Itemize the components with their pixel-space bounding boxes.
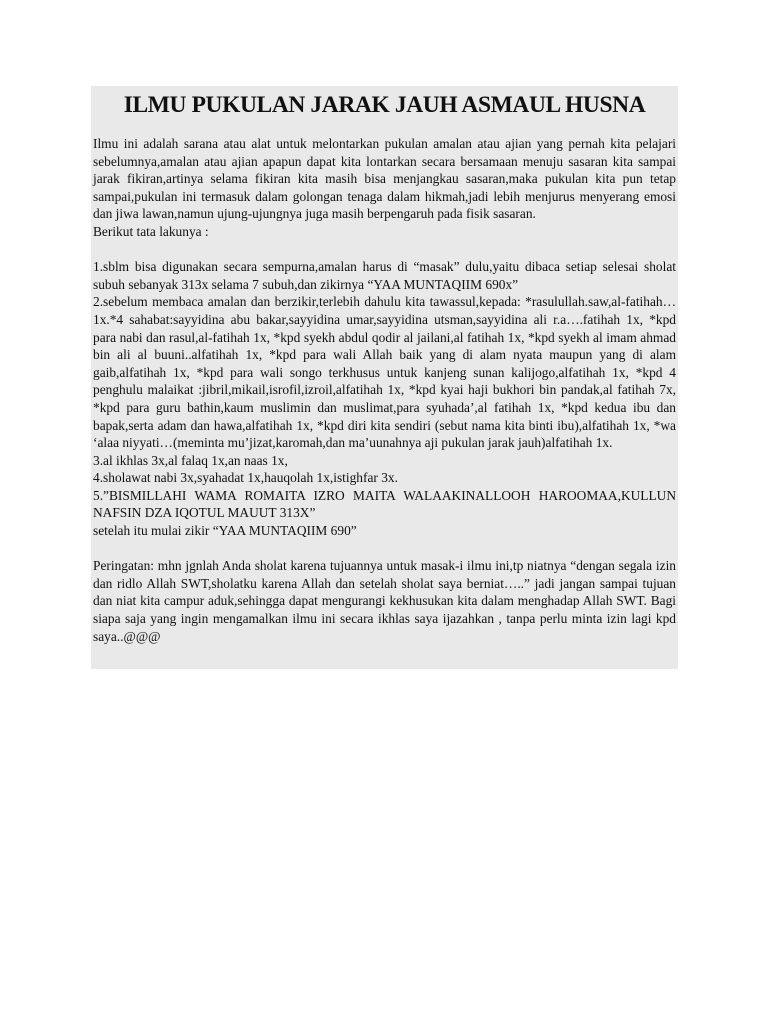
step-3: 3.al ikhlas 3x,al falaq 1x,an naas 1x, — [93, 452, 288, 468]
steps-intro: Berikut tata lakunya : — [93, 223, 209, 239]
intro-paragraph: Ilmu ini adalah sarana atau alat untuk melontarkan pukulan amalan atau ajian yang pernah kita pelajari sebelumnya,amalan atau ajian apapun dapat kita lontarkan secara bersamaan menuju sasaran kita sampai jarak fikiran,artinya selama fikiran kita masih bisa menjangkau sasaran,maka pukulan kita pun tetap sampai,pukulan ini termasuk dalam golongan tenaga dalam hikmah,jadi lebih menjurus menyerang emosi dan jiwa lawan,namun ujung-ujungnya juga masih berpengaruh pada fisik sasaran. — [93, 136, 676, 222]
step-4: 4.sholawat nabi 3x,syahadat 1x,hauqolah 1x,istighfar 3x. — [93, 470, 398, 486]
step-5: 5.”BISMILLAHI WAMA ROMAITA IZRO MAITA WALAAKINALLOOH HAROOMAA,KULLUN NAFSIN DZA IQOTUL MAUUT 313X” — [93, 487, 676, 521]
spacer — [93, 540, 676, 558]
step-2: 2.sebelum membaca amalan dan berzikir,terlebih dahulu kita tawassul,kepada: *rasulullah.saw,al-fatihah…1x.*4 sahabat:sayyidina abu bakar,sayyidina umar,sayyidina utsman,sayyidina ali r.a….fatihah 1x, *kpd para nabi dan rasul,al-fatihah 1x, *kpd syekh abdul qodir al jailani,al fatihah 1x, *kpd syekh al imam ahmad bin ali al buuni..alfatihah 1x, *kpd para wali Allah baik yang di alam nyata maupun yang di alam gaib,alfatihah 1x, *kpd para wali songo terkhusus untuk kanjeng sunan kalijogo,alfatihah 1x, *kpd 4 penghulu malaikat :jibril,mikail,isrofil,izroil,alfatihah 1x, *kpd kyai haji bukhori bin pandak,al fatihah 7x, *kpd para guru bathin,kaum muslimin dan muslimat,para syuhada’,al fatihah 1x, *kpd kedua ibu dan bapak,serta adam dan hawa,alfatihah 1x, *kpd diri kita sendiri (sebut nama kita binti ibu),alfatihah 1x, *wa ‘alaa niyyati…(meminta mu’jizat,karomah,dan ma’uunahnya aji pukulan jarak jauh)alfatihah 1x. — [93, 294, 676, 451]
document-content-block — [91, 86, 678, 669]
step-1: 1.sblm bisa digunakan secara sempurna,amalan harus di “masak” dulu,yaitu dibaca setiap selesai sholat subuh sebanyak 313x selama 7 subuh,dan zikirnya “YAA MUNTAQIIM 690x” — [93, 259, 676, 292]
spacer — [93, 241, 676, 259]
warning-paragraph: Peringatan: mhn jgnlah Anda sholat karena tujuannya untuk masak-i ilmu ini,tp niatnya “dengan segala izin dan ridlo Allah SWT,sholatku karena Allah dan setelah sholat saya berniat…..” jadi jangan sampai tujuan dan niat kita campur aduk,sehingga dapat mengurangi kekhusukan kita dalam menghadap Allah SWT. Bagi siapa saja yang ingin mengamalkan ilmu ini secara ikhlas saya ijazahkan , tanpa perlu minta izin lagi kpd saya..@@@ — [93, 558, 676, 644]
step-zikir-closing: setelah itu mulai zikir “YAA MUNTAQIIM 690” — [93, 523, 357, 539]
document-title: ILMU PUKULAN JARAK JAUH ASMAUL HUSNA — [123, 92, 646, 118]
